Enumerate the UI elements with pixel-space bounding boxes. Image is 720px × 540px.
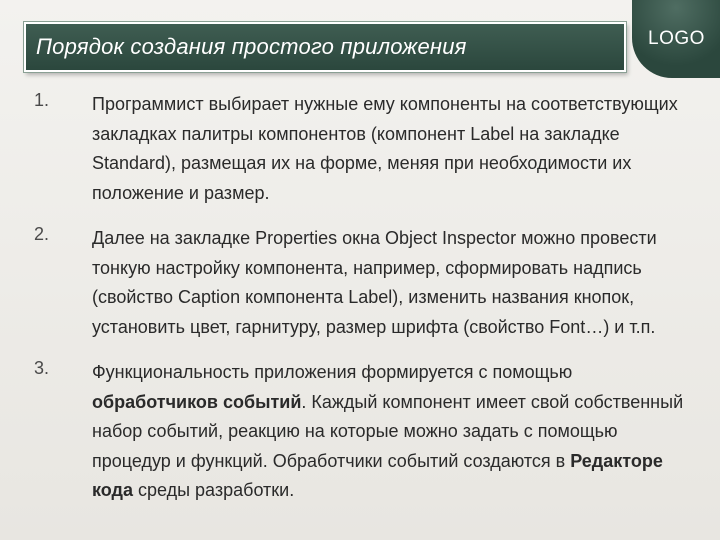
- bold-term-event-handlers: обработчиков событий: [92, 391, 302, 412]
- list-item-number: 3.: [34, 358, 50, 378]
- text-segment: . Каждый компонент имеет свой собственный набор событий, реакцию на которые можно задать с помощью процедур и функций. Обработчики событий создаются в: [92, 391, 684, 471]
- list-item-text: [92, 90, 694, 208]
- text-segment: Далее на закладке Properties окна Object Inspector можно провести тонкую настройку компонента, например, сформировать надпись (свойство Caption компонента Label), изменить названия кнопок, установить цвет, гарнитуру, размер шрифта (свойство Font…) и т.п.: [92, 228, 657, 337]
- list-item-text: [92, 224, 694, 342]
- list-item-number: 2.: [34, 224, 50, 244]
- list-item: [34, 224, 694, 342]
- list-item-number: 1.: [34, 90, 50, 110]
- list-item: [34, 358, 694, 506]
- text-segment: среды разработки.: [132, 480, 295, 500]
- logo-text: LOGO: [648, 28, 705, 49]
- list-item-text: [92, 358, 694, 506]
- list-item: [34, 90, 694, 208]
- text-segment: Функциональность приложения формируется с помощью: [92, 362, 573, 382]
- bold-term-code-editor: Редакторе кода: [92, 450, 663, 500]
- logo-badge: [632, 0, 720, 78]
- text-segment: Программист выбирает нужные ему компоненты на соответствующих закладках палитры компонентов (компонент Label на закладке Standard), размещая их на форме, меняя при необходимости их положение и размер.: [92, 94, 678, 203]
- numbered-list: [34, 90, 694, 522]
- slide-title: Порядок создания простого приложения: [36, 34, 467, 59]
- slide-title-box: [24, 22, 626, 72]
